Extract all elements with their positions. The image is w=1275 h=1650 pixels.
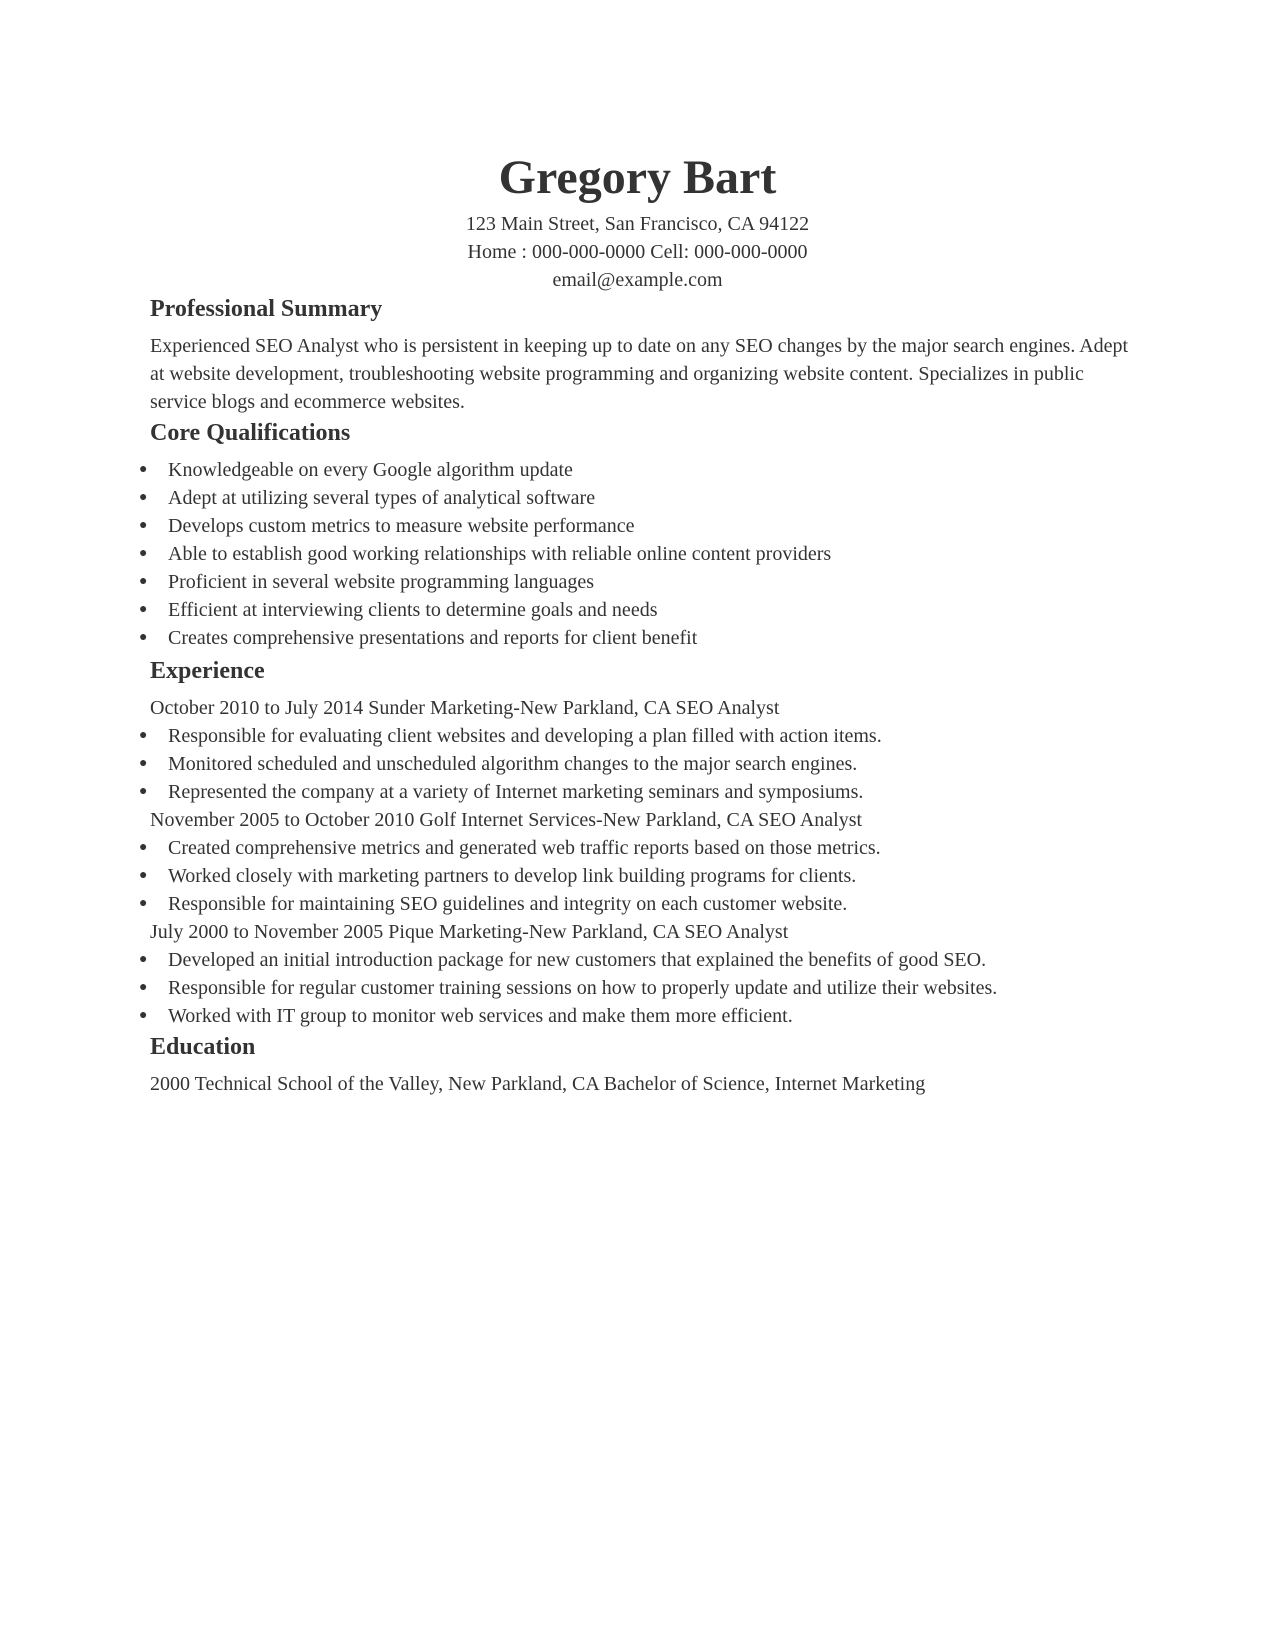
job-heading: November 2005 to October 2010 Golf Internet Services-New Parkland, CA SEO Analyst	[150, 809, 863, 831]
job-duties-list	[150, 946, 1130, 1030]
job-duties-list	[150, 834, 1130, 918]
list-item: ● Created comprehensive metrics and generated web traffic reports based on those metrics.	[141, 834, 1130, 862]
email-address: email@example.com	[552, 269, 723, 291]
job-duties-list	[150, 722, 1130, 806]
list-item: ● Develops custom metrics to measure website performance	[141, 512, 1130, 540]
list-item: ● Creates comprehensive presentations and reports for client benefit	[141, 624, 1130, 652]
list-item: ● Adept at utilizing several types of analytical software	[141, 484, 1130, 512]
list-item: ● Monitored scheduled and unscheduled algorithm changes to the major search engines.	[141, 750, 1130, 778]
section-title-core: Core Qualifications	[150, 420, 351, 446]
resume-header	[0, 150, 1275, 294]
resume-body	[150, 294, 1130, 1098]
list-item: ● Proficient in several website programming languages	[141, 568, 1130, 596]
address: 123 Main Street, San Francisco, CA 94122	[465, 213, 810, 235]
education-text: 2000 Technical School of the Valley, New Parkland, CA Bachelor of Science, Internet Marketing	[150, 1073, 926, 1095]
list-item: ● Responsible for regular customer training sessions on how to properly update and utilize their websites.	[141, 974, 1130, 1002]
phone-numbers: Home : 000-000-0000 Cell: 000-000-0000	[467, 241, 808, 263]
list-item: ● Responsible for evaluating client websites and developing a plan filled with action items.	[141, 722, 1130, 750]
experience-section	[150, 656, 1130, 1030]
list-item: ● Efficient at interviewing clients to determine goals and needs	[141, 596, 1130, 624]
core-qualifications-section	[150, 418, 1130, 652]
list-item: ● Worked with IT group to monitor web services and make them more efficient.	[141, 1002, 1130, 1030]
section-title-experience: Experience	[150, 658, 265, 684]
section-title-summary: Professional Summary	[150, 296, 383, 322]
list-item: ● Knowledgeable on every Google algorithm update	[141, 456, 1130, 484]
list-item: ● Responsible for maintaining SEO guidelines and integrity on each customer website.	[141, 890, 1130, 918]
section-title-education: Education	[150, 1034, 256, 1060]
job-heading: July 2000 to November 2005 Pique Marketing-New Parkland, CA SEO Analyst	[150, 921, 789, 943]
job-entry	[150, 806, 1130, 918]
candidate-name: Gregory Bart	[498, 151, 777, 204]
list-item: ● Worked closely with marketing partners to develop link building programs for clients.	[141, 862, 1130, 890]
professional-summary-section	[150, 294, 1130, 416]
list-item: ● Able to establish good working relationships with reliable online content providers	[141, 540, 1130, 568]
core-qualifications-list	[150, 456, 1130, 652]
job-entry	[150, 918, 1130, 1030]
job-heading: October 2010 to July 2014 Sunder Marketing-New Parkland, CA SEO Analyst	[150, 697, 780, 719]
list-item: ● Developed an initial introduction package for new customers that explained the benefits of good SEO.	[141, 946, 1130, 974]
job-entry	[150, 694, 1130, 806]
education-section	[150, 1032, 1130, 1098]
summary-text: Experienced SEO Analyst who is persistent in keeping up to date on any SEO changes by the major search engines. Adept at website development, troubleshooting website programming and organizing website content. Specializes in public service blogs and ecommerce websites.	[150, 335, 1129, 413]
list-item: ● Represented the company at a variety of Internet marketing seminars and symposiums.	[141, 778, 1130, 806]
